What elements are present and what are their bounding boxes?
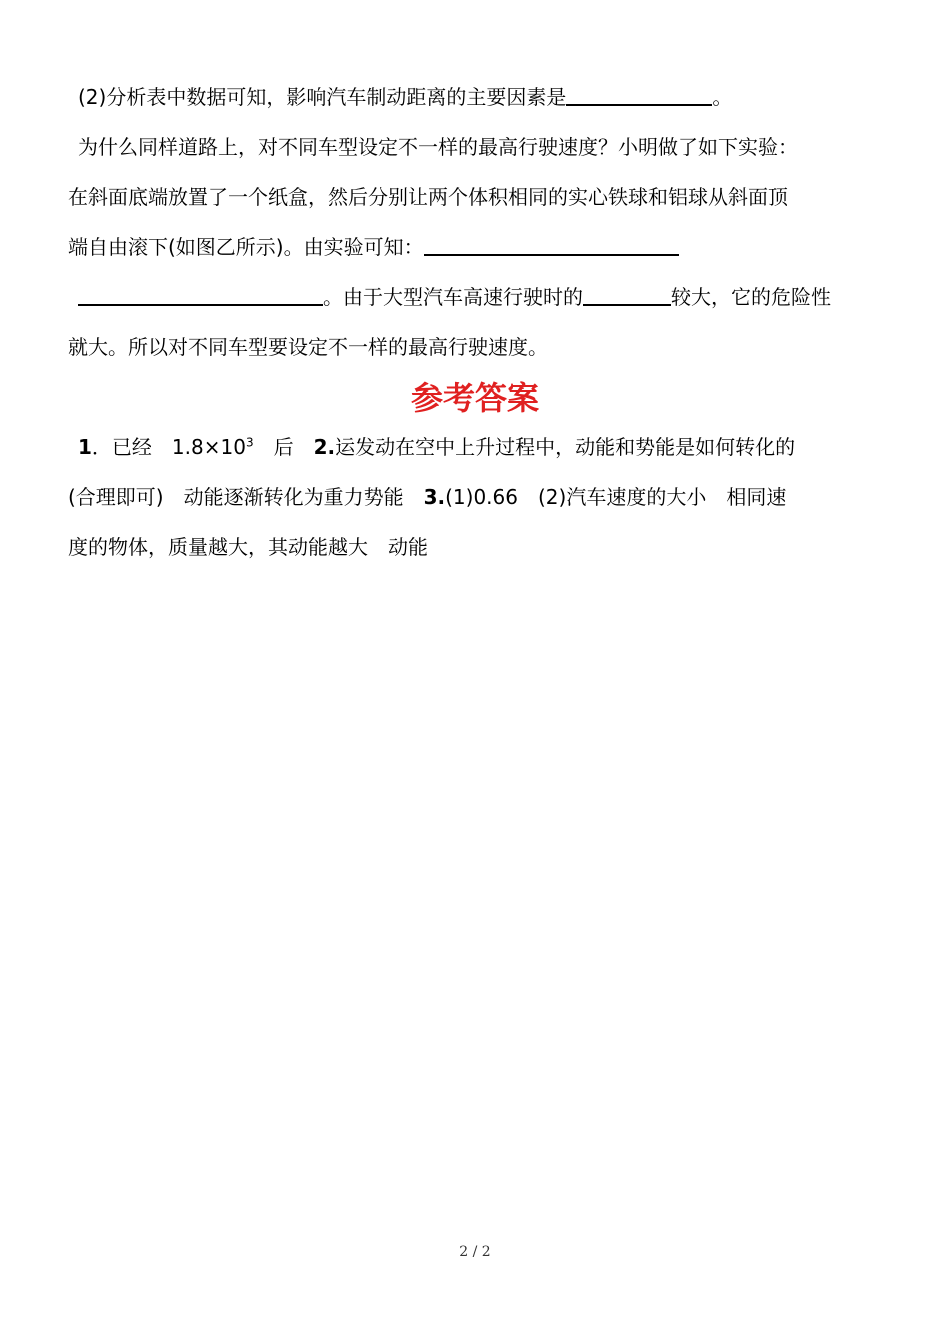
document-page bbox=[68, 72, 882, 572]
answer-number-2: 2. bbox=[313, 435, 336, 459]
answer-1-text: ．已经 1.8×10 bbox=[91, 435, 246, 459]
question-line-5: 就大。所以对不同车型要设定不一样的最高行驶速度。 bbox=[68, 335, 548, 359]
question-paragraph-cont bbox=[68, 222, 882, 272]
answer-blank bbox=[424, 234, 679, 256]
answer-1-after: 后 bbox=[253, 435, 314, 459]
answer-2-text: 运发动在空中上升过程中，动能和势能是如何转化的 bbox=[335, 435, 796, 459]
question-line-4-mid: 。由于大型汽车高速行驶时的 bbox=[323, 285, 583, 309]
question-part-2 bbox=[68, 72, 882, 122]
question-paragraph-cont bbox=[68, 322, 882, 372]
question-paragraph bbox=[68, 122, 882, 172]
answer-2-cont: (合理即可) 动能逐渐转化为重力势能 bbox=[68, 485, 424, 509]
answer-line-2 bbox=[68, 472, 882, 522]
answer-3-cont: 度的物体，质量越大，其动能越大 动能 bbox=[68, 535, 428, 559]
question-part-2-suffix: 。 bbox=[712, 85, 733, 109]
answer-number-3: 3. bbox=[423, 485, 446, 509]
answer-line-1 bbox=[68, 422, 882, 472]
answer-blank bbox=[583, 284, 671, 306]
page-number: 2 / 2 bbox=[459, 1244, 491, 1260]
answer-1-exponent: 3 bbox=[245, 435, 254, 450]
answer-number-1: 1 bbox=[78, 435, 92, 459]
answer-3-text: (1)0.66 (2)汽车速度的大小 相同速 bbox=[445, 485, 787, 509]
question-line-2: 在斜面底端放置了一个纸盒，然后分别让两个体积相同的实心铁球和铝球从斜面顶 bbox=[68, 185, 788, 209]
answer-line-3 bbox=[68, 522, 882, 572]
question-line-4-end: 较大，它的危险性 bbox=[671, 285, 831, 309]
question-paragraph-cont bbox=[68, 272, 882, 322]
question-paragraph-cont bbox=[68, 172, 882, 222]
question-part-2-text: (2)分析表中数据可知，影响汽车制动距离的主要因素是 bbox=[78, 85, 567, 109]
answer-heading: 参考答案 bbox=[410, 379, 539, 417]
answer-blank bbox=[78, 284, 323, 306]
question-line-3: 端自由滚下(如图乙所示)。由实验可知： bbox=[68, 235, 424, 259]
answer-blank bbox=[566, 84, 712, 106]
question-line-1: 为什么同样道路上，对不同车型设定不一样的最高行驶速度？小明做了如下实验： bbox=[78, 135, 798, 159]
